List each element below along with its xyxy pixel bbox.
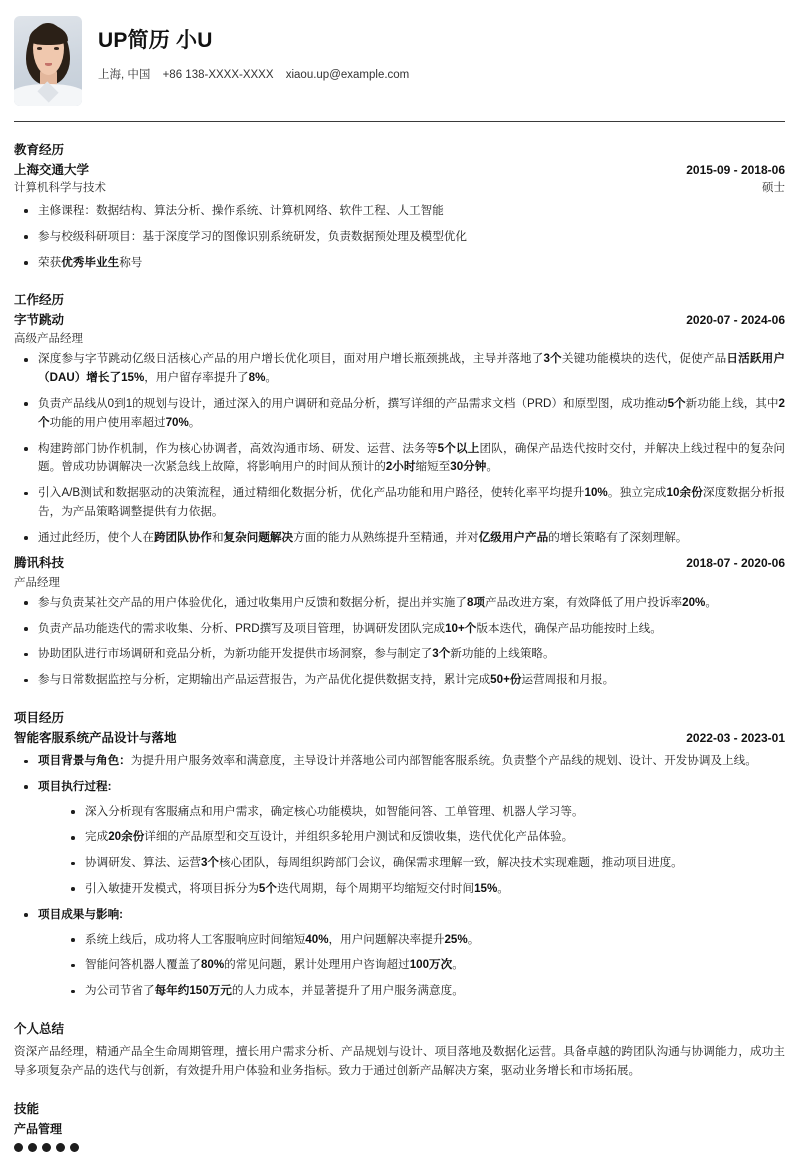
sub-bullet-item: 智能问答机器人覆盖了80%的常见问题，累计处理用户咨询超过100万次。 xyxy=(64,956,785,975)
section-title-work: 工作经历 xyxy=(14,293,65,308)
skill-rating-dot xyxy=(42,1143,51,1152)
project-sub-bullet-list xyxy=(38,803,785,899)
education-degree: 硕士 xyxy=(762,182,785,195)
bullet-item: 项目成果与影响: 系统上线后，成功将人工客服响应时间缩短40%，用户问题解决率提升25%。 智能问答机器人覆盖了80%的常见问题，累计处理用户咨询超过100万次。 为公司节省了每年约150万元的人力成本，并显著提升了用户服务满意度。 xyxy=(17,906,785,1001)
bullet-item: 参与日常数据监控与分析，定期输出产品运营报告，为产品优化提供数据支持，累计完成50+份运营周报和月报。 xyxy=(17,671,785,690)
education-entry-subheader xyxy=(14,180,785,198)
skill-rating-dot xyxy=(70,1143,79,1152)
project-entry xyxy=(14,729,785,1001)
section-work xyxy=(14,291,785,690)
skill-rating-dot xyxy=(56,1143,65,1152)
work-date: 2018-07 - 2020-06 xyxy=(686,556,785,571)
project-bullet-list xyxy=(14,752,785,1001)
sub-bullet-item: 完成20余份详细的产品原型和交互设计，并组织多轮用户测试和反馈收集，迭代优化产品体验。 xyxy=(64,828,785,847)
work-entry-header xyxy=(14,311,785,330)
contact-phone: +86 138-XXXX-XXXX xyxy=(162,69,274,82)
skill-rating xyxy=(14,1143,785,1152)
section-education xyxy=(14,141,785,272)
education-major: 计算机科学与技术 xyxy=(14,182,106,195)
contact-line xyxy=(98,67,409,83)
skill-name: 产品管理 xyxy=(14,1122,63,1137)
education-bullet-list xyxy=(14,202,785,272)
work-company: 腾讯科技 xyxy=(14,556,65,571)
bullet-item: 项目执行过程: 深入分析现有客服痛点和用户需求，确定核心功能模块，如智能问答、工单管理、机器人学习等。 完成20余份详细的产品原型和交互设计，并组织多轮用户测试和反馈收集，迭代优化产品体验。 协调研发、算法、运营3个核心团队，每周组织跨部门会议，确保需求理解一致，解决技术实现难题，推动项目进度。 引入敏捷开发模式，将项目拆分为5个迭代周期，每个周期平均缩短交付时间15%。 xyxy=(17,778,785,899)
skill-rating-dot xyxy=(28,1143,37,1152)
bullet-item: 深度参与字节跳动亿级日活核心产品的用户增长优化项目，面对用户增长瓶颈挑战，主导并落地了3个关键功能模块的迭代，促使产品日活跃用户（DAU）增长了15%，用户留存率提升了8%。 xyxy=(17,350,785,388)
education-school: 上海交通大学 xyxy=(14,162,90,177)
bullet-item: 负责产品线从0到1的规划与设计，通过深入的用户调研和竞品分析，撰写详细的产品需求文档（PRD）和原型图，成功推动5个新功能上线，其中2个功能的用户使用率超过70%。 xyxy=(17,395,785,433)
project-name: 智能客服系统产品设计与落地 xyxy=(14,730,177,745)
project-sub-bullet-list xyxy=(38,931,785,1001)
work-entry xyxy=(14,554,785,690)
bullet-item: 参与负责某社交产品的用户体验优化，通过收集用户反馈和数据分析，提出并实施了8项产品改进方案，有效降低了用户投诉率20%。 xyxy=(17,594,785,613)
work-bullet-list xyxy=(14,594,785,690)
bullet-item: 负责产品功能迭代的需求收集、分析、PRD撰写及项目管理，协调研发团队完成10+个版本迭代，确保产品功能按时上线。 xyxy=(17,620,785,639)
sub-bullet-item: 深入分析现有客服痛点和用户需求，确定核心功能模块，如智能问答、工单管理、机器人学习等。 xyxy=(64,803,785,822)
work-role: 产品经理 xyxy=(14,576,60,589)
education-date: 2015-09 - 2018-06 xyxy=(686,162,785,177)
work-entry-header xyxy=(14,554,785,573)
section-title-education: 教育经历 xyxy=(14,143,65,157)
education-entry xyxy=(14,161,785,273)
section-title-summary: 个人总结 xyxy=(14,1021,65,1036)
bullet-item: 协助团队进行市场调研和竞品分析，为新功能开发提供市场洞察，参与制定了3个新功能的上线策略。 xyxy=(17,645,785,664)
work-entry xyxy=(14,311,785,547)
project-entries xyxy=(14,729,785,1001)
section-title-projects: 项目经历 xyxy=(14,710,65,725)
resume-header xyxy=(14,0,785,114)
section-summary xyxy=(14,1020,785,1081)
sub-bullet-item: 引入敏捷开发模式，将项目拆分为5个迭代周期，每个周期平均缩短交付时间15%。 xyxy=(64,880,785,899)
bullet-item: 项目背景与角色：为提升用户服务效率和满意度，主导设计并落地公司内部智能客服系统。负责整个产品线的规划、设计、开发协调及上线。 xyxy=(17,752,785,771)
work-entries xyxy=(14,311,785,690)
avatar-eye-left xyxy=(37,47,42,50)
section-projects xyxy=(14,709,785,1001)
sub-bullet-item: 协调研发、算法、运营3个核心团队，每周组织跨部门会议，确保需求理解一致，解决技术实现难题，推动项目进度。 xyxy=(64,854,785,873)
bullet-item: 引入A/B测试和数据驱动的决策流程，通过精细化数据分析，优化产品功能和用户路径，使转化率平均提升10%。独立完成10余份深度数据分析报告，为产品策略调整提供有力依据。 xyxy=(17,484,785,522)
work-date: 2020-07 - 2024-06 xyxy=(686,313,785,328)
work-role: 高级产品经理 xyxy=(14,333,83,346)
page-title: UP简历 小U xyxy=(98,29,213,52)
header-divider xyxy=(14,121,785,122)
contact-email: xiaou.up@example.com xyxy=(285,69,410,82)
skill-rating-dot xyxy=(14,1143,23,1152)
section-skills xyxy=(14,1100,785,1152)
avatar-hair-fringe xyxy=(29,25,68,45)
avatar xyxy=(14,16,82,106)
bullet-item: 通过此经历，使个人在跨团队协作和复杂问题解决方面的能力从熟练提升至精通，并对亿级用户产品的增长策略有了深刻理解。 xyxy=(17,529,785,548)
avatar-mouth xyxy=(45,63,52,66)
avatar-eye-right xyxy=(54,47,59,50)
project-date: 2022-03 - 2023-01 xyxy=(686,730,785,745)
section-title-skills: 技能 xyxy=(14,1101,40,1116)
header-text-block xyxy=(98,16,409,83)
sub-bullet-item: 为公司节省了每年约150万元的人力成本，并显著提升了用户服务满意度。 xyxy=(64,982,785,1001)
bullet-item: 构建跨部门协作机制，作为核心协调者，高效沟通市场、研发、运营、法务等5个以上团队，确保产品迭代按时交付，并解决上线过程中的复杂问题。曾成功协调解决一次紧急线上故障，将影响用户的时间从预计的2小时缩短至30分钟。 xyxy=(17,440,785,478)
summary-text: 资深产品经理，精通产品全生命周期管理，擅长用户需求分析、产品规划与设计、项目落地及数据化运营。具备卓越的跨团队沟通与协调能力，成功主导多项复杂产品的迭代与创新，有效提升用户体验和业务指标。致力于通过创新产品解决方案，驱动业务增长和市场拓展。 xyxy=(14,1044,785,1078)
work-company: 字节跳动 xyxy=(14,313,65,328)
sub-bullet-item: 系统上线后，成功将人工客服响应时间缩短40%，用户问题解决率提升25%。 xyxy=(64,931,785,950)
work-bullet-list xyxy=(14,350,785,547)
project-entry-header xyxy=(14,729,785,748)
bullet-item: 主修课程：数据结构、算法分析、操作系统、计算机网络、软件工程、人工智能 xyxy=(17,202,785,221)
bullet-item: 参与校级科研项目：基于深度学习的图像识别系统研发，负责数据预处理及模型优化 xyxy=(17,228,785,247)
contact-location: 上海, 中国 xyxy=(98,69,151,82)
education-entry-header xyxy=(14,161,785,180)
bullet-item: 荣获优秀毕业生称号 xyxy=(17,254,785,273)
skill-items xyxy=(14,1120,785,1152)
